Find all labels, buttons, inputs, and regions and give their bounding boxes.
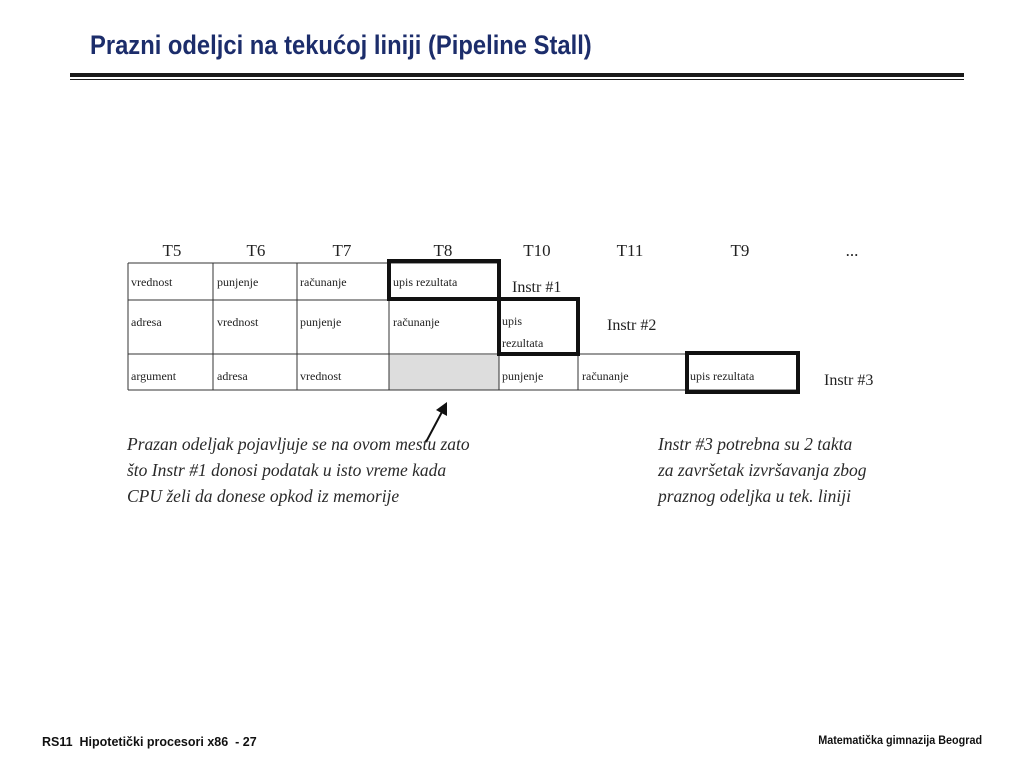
note-left xyxy=(127,431,470,509)
cell-r1-c2: punjenje xyxy=(217,275,259,289)
note-left-line3: CPU želi da donese opkod iz memorije xyxy=(127,486,400,506)
footer-institution: Matematička gimnazija Beograd xyxy=(818,733,982,747)
cell-r2-c1: adresa xyxy=(131,315,162,329)
note-left-line2: što Instr #1 donosi podatak u isto vreme kada xyxy=(127,460,447,480)
footer-slide-info: RS11 Hipotetički procesori x86 - 27 xyxy=(42,735,257,749)
cell-r1-c3: računanje xyxy=(300,275,347,289)
cell-r2-c4: računanje xyxy=(393,315,440,329)
cell-r1-c4: upis rezultata xyxy=(393,275,458,289)
instr2-label: Instr #2 xyxy=(607,317,657,334)
col-header-t6: T6 xyxy=(246,241,266,260)
col-header-t8: T8 xyxy=(433,241,453,260)
col-header-t11: T11 xyxy=(616,241,644,260)
cell-r3-c1: argument xyxy=(131,369,177,383)
instr1-label: Instr #1 xyxy=(512,279,562,296)
cell-r2-c5-line1: upis xyxy=(502,314,523,328)
cell-r3-c3: vrednost xyxy=(300,369,342,383)
col-header-t9: T9 xyxy=(730,241,750,260)
note-right-line2: za završetak izvršavanja zbog xyxy=(658,460,867,480)
note-right-line1: Instr #3 potrebna su 2 takta xyxy=(658,434,853,454)
note-right-line3: praznog odeljka u tek. liniji xyxy=(658,486,851,506)
slide-title: Prazni odeljci na tekućoj liniji (Pipeline Stall) xyxy=(90,30,592,60)
stall-cell xyxy=(389,355,499,390)
note-left-line1: Prazan odeljak pojavljuje se na ovom mestu zato xyxy=(127,434,470,454)
col-header-t5: T5 xyxy=(162,241,182,260)
cell-r3-c7: upis rezultata xyxy=(690,369,755,383)
cell-r3-c5: punjenje xyxy=(502,369,544,383)
note-right xyxy=(658,431,867,509)
cell-r3-c2: adresa xyxy=(217,369,248,383)
cell-r2-c5-line2: rezultata xyxy=(502,336,544,350)
instr3-label: Instr #3 xyxy=(824,372,874,389)
cell-r2-c3: punjenje xyxy=(300,315,342,329)
cell-r2-c2: vrednost xyxy=(217,315,259,329)
col-header-t7: T7 xyxy=(332,241,352,260)
col-header-t10: T10 xyxy=(523,241,551,260)
cell-r1-c1: vrednost xyxy=(131,275,173,289)
cell-r3-c6: računanje xyxy=(582,369,629,383)
col-header-more: ... xyxy=(845,241,859,260)
